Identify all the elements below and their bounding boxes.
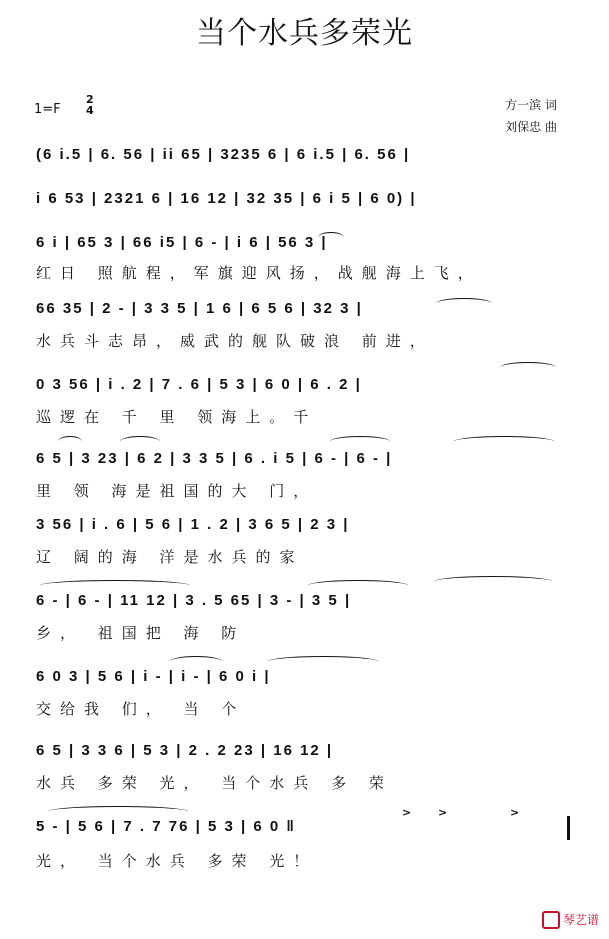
- composer-credit: 刘保忠 曲: [505, 120, 557, 134]
- notation-row: 6 i | 65 3 | 66 i5 | 6 - | i 6 | 56 3 |: [36, 234, 328, 251]
- meter-top: 2: [86, 93, 94, 106]
- slur-mark: [308, 580, 408, 591]
- notation-row: 6 5 | 3 23 | 6 2 | 3 3 5 | 6 . i 5 | 6 - | 6 - |: [36, 450, 393, 467]
- notation-row: (6 i.5 | 6. 56 | ii 65 | 3235 6 | 6 i.5 | 6. 56 |: [36, 146, 411, 163]
- notation-row: 6 5 | 3 3 6 | 5 3 | 2 . 2 23 | 16 12 |: [36, 742, 334, 759]
- lyric-row: 巡逻在 千 里 领海上。千: [36, 408, 318, 426]
- slur-mark: [454, 436, 554, 447]
- lyric-row: 光， 当个水兵 多荣 光！: [36, 852, 318, 870]
- notation-row: 3 56 | i . 6 | 5 6 | 1 . 2 | 3 6 5 | 2 3 |: [36, 516, 350, 533]
- key-signature: 1=F: [34, 102, 61, 117]
- slur-mark: [58, 436, 82, 447]
- slur-mark: [170, 656, 222, 667]
- time-signature: [86, 94, 94, 116]
- slur-mark: [500, 362, 556, 373]
- slur-mark: [268, 656, 378, 667]
- notation-row: 0 3 56 | i . 2 | 7 . 6 | 5 3 | 6 0 | 6 . 2 |: [36, 376, 362, 393]
- final-barline: [567, 816, 570, 840]
- notation-row: i 6 53 | 2321 6 | 16 12 | 32 35 | 6 i 5 | 6 0) |: [36, 190, 417, 207]
- accent-mark: >: [438, 806, 448, 819]
- slur-mark: [434, 576, 552, 587]
- lyric-row: 里 领 海是祖国的大 门，: [36, 482, 318, 500]
- lyric-row: 水兵斗志昂，威武的舰队破浪 前进，: [36, 332, 434, 350]
- meter-bottom: 4: [86, 104, 94, 117]
- watermark-text: 琴艺谱: [562, 912, 599, 927]
- notation-row: 66 35 | 2 - | 3 3 5 | 1 6 | 6 5 6 | 32 3 |: [36, 300, 363, 317]
- song-title: 当个水兵多荣光: [196, 16, 413, 51]
- slur-mark: [318, 232, 344, 243]
- slur-mark: [48, 806, 188, 817]
- lyric-row: 辽 阔的海 洋是水兵的家: [36, 548, 304, 566]
- notation-row: 6 0 3 | 5 6 | i - | i - | 6 0 i |: [36, 668, 271, 685]
- slur-mark: [436, 298, 492, 309]
- accent-mark: >: [510, 806, 520, 819]
- lyric-row: 红日 照航程，军旗迎风扬，战舰海上飞，: [36, 264, 482, 282]
- lyric-row: 乡， 祖国把 海 防: [36, 624, 246, 642]
- accent-mark: >: [402, 806, 412, 819]
- notation-row: 6 - | 6 - | 11 12 | 3 . 5 65 | 3 - | 3 5 |: [36, 592, 352, 609]
- slur-mark: [330, 436, 390, 447]
- lyricist-credit: 方一滨 词: [505, 98, 557, 112]
- slur-mark: [120, 436, 160, 447]
- lyric-row: 交给我 们， 当 个: [36, 700, 246, 718]
- lyric-row: 水兵 多荣 光， 当个水兵 多 荣: [36, 774, 393, 792]
- notation-row: 5 - | 5 6 | 7 . 7 76 | 5 3 | 6 0 ‖: [36, 818, 296, 835]
- logo-icon: [542, 911, 560, 929]
- watermark-logo: [542, 911, 599, 930]
- slur-mark: [40, 580, 190, 591]
